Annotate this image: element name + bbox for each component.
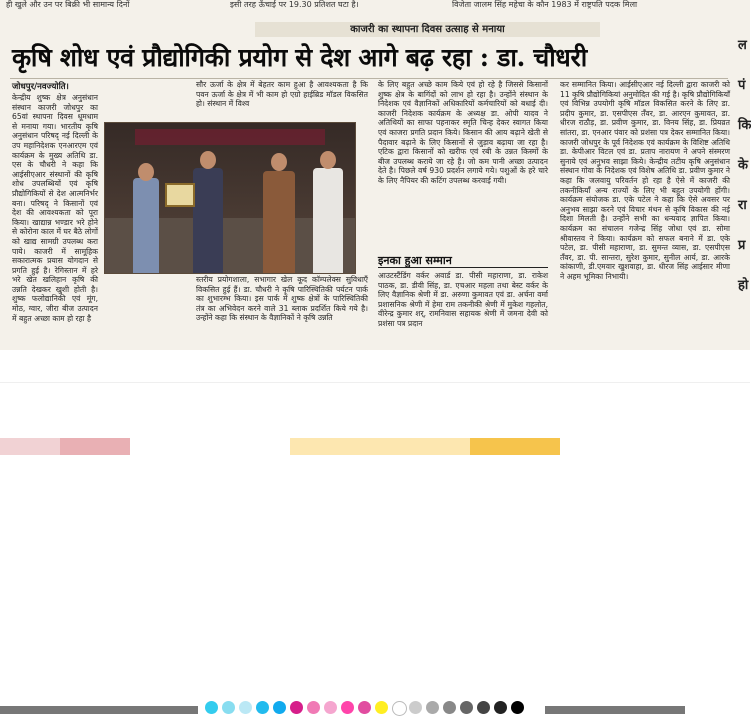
registration-dot <box>290 701 303 714</box>
clip-top-left: ही खुले और उन पर बिक्री भी सामान्य दिनों <box>6 0 130 9</box>
award-section-title: इनका हुआ सम्मान <box>378 254 452 267</box>
right-edge-fragment: के <box>738 158 748 173</box>
strip-bar-left <box>0 706 198 714</box>
registration-dot <box>324 701 337 714</box>
photo-person-2 <box>193 168 223 273</box>
strip-bar-right <box>545 706 685 714</box>
registration-dot <box>307 701 320 714</box>
photo-person-4-head <box>320 151 336 169</box>
article-column-4: कर सम्मानित किया। आईसीएआर नई दिल्ली द्वारा काजरी को 11 कृषि प्रौद्योगिकियां अनुमोदित की गई है। कृषि प्रौद्योगिकियाँ एवं विभिन्न उपयोगी कृषि मॉडल विकसित करने के लिए डा. प्रदीप कुमार, डा. एसपीएस तँवर, डा. आरएन कुमावत, डा. धीरज राठौड़, डा. प्रवीण कुमार, डा. विनय सिंह, डा. प्रियव्रत सांतरा, डा. एनआर पंवार को प्रशंसा पत्र देकर सम्मानित किया। काजरी जोधपुर के पूर्व निदेशक एवं कार्यक्रम के विशिष्ट अतिथि डा. केपीआर विटल एवं डा. प्रताप नारायण ने अपने संस्मरण सुनाये एवं अनुभव साझा किये। केन्द्रीय तटीय कृषि अनुसंधान संस्थान गोवा के निदेशक एवं विशेष अतिथि डा. प्रवीण कुमार ने कहा कि जलवायु परिवर्तन हो रहा है ऐसे में काजरी की तकनीकियाँ अन्य राज्यों के लिए भी बहुत उपयोगी होंगी। कार्यक्रम संयोजक डा. एके पटेल ने कहा कि ऐसे अवसर पर अनुभव साझा करने एवं विचार मंथन से कृषि विकास की नई दिशा मिलती है। उन्होंने सभी का धन्यवाद ज्ञापित किया। कार्यक्रम का संचालन गजेन्द्र सिंह जोधा एवं डा. सोमा श्रीवास्तव ने किया। कार्यक्रम को सफल बनाने में डा. एके पटेल, डा. पीसी महाराणा, डा. सुमन्त व्यास, डा. एसपीएस तँवर, डा. पी. सान्तरा, सुरेश कुमार, सुनील आर्य, डा. आरके कांकाणी, डी.एमवार खुशवाहा, डा. धीरज सिंह आईसार मीणा ने अहम भूमिका निभायी। <box>560 80 730 281</box>
lower-tile <box>560 438 750 455</box>
lower-rule <box>0 382 750 383</box>
registration-dot <box>273 701 286 714</box>
registration-dot <box>341 701 354 714</box>
photo-person-3-head <box>271 153 287 171</box>
event-photo <box>104 122 356 274</box>
newspaper-page <box>0 0 750 350</box>
article-column-2-top: सौर ऊर्जा के क्षेत्र में बेहतर काम हुआ है आवश्यकता है कि पवन ऊर्जा के क्षेत्र में भी काम हो एग्रो हाईब्रिड मॉडल विकसित हो। संस्थान में विश्व <box>196 80 368 109</box>
photo-banner <box>135 129 325 145</box>
registration-dot <box>460 701 473 714</box>
headline-rule <box>10 78 728 79</box>
registration-dot <box>256 701 269 714</box>
right-edge-fragment: पं <box>738 78 746 93</box>
right-edge-fragment: प्र <box>738 238 746 253</box>
lower-tile <box>290 438 470 455</box>
right-edge-fragment: कि <box>738 118 751 133</box>
award-section-rule <box>378 267 548 268</box>
registration-dot <box>392 701 407 716</box>
registration-dot <box>222 701 235 714</box>
photo-person-3 <box>263 171 295 273</box>
photo-person-1-head <box>138 163 154 181</box>
registration-dot <box>477 701 490 714</box>
registration-strip <box>0 350 750 370</box>
registration-dot <box>511 701 524 714</box>
right-edge-fragment: ल <box>738 38 747 53</box>
article-headline: कृषि शोध एवं प्रौद्योगिकी प्रयोग से देश आगे बढ़ रहा : डा. चौधरी <box>12 43 587 72</box>
clip-top-mid: इसी तरह ऊँचाई पर 19.30 प्रतिशत घटा है। <box>230 0 359 9</box>
article-dateline: जोधपुर/नवज्योति। <box>12 82 69 92</box>
registration-dot <box>494 701 507 714</box>
lower-tile <box>0 438 60 455</box>
right-edge-fragment: हो <box>738 278 749 293</box>
lower-tile <box>470 438 560 455</box>
article-column-3: के लिए बहुत अच्छे काम किये एवं हो रहे है जिससे किसानों शुष्क क्षेत्र के बागिंदों को लाभ हो रहा है। उन्होंने संस्थान के निदेशक एवं वैज्ञानिकों अधिकारियों कर्मचारियों को बधाई दी। काजरी निदेशक कार्यक्रम के अध्यक्ष डा. ओपी यादव ने अतिथियों का साफा पहनाकर स्मृति चिन्ह देकर स्वागत किया एवं काजरा प्रगति प्रदान किये। किसान की आय बढ़ाने खेती से पैदावार बढ़ाने के लिए किसानों से जुड़ाव बढ़ाया जा रहा है। एटिक द्वारा किसानों को खरीफ एवं रबी के उन्नत किस्मों के बीज उपलब्ध कराये जा रहे है। जो कम पानी अच्छा उत्पादन देते है। पिछले वर्ष 930 प्रदर्शन लगाये गये। पशुओं के हरे चारे के लिए नैपियर की कटिंग उपलब्ध करवाई गयी। <box>378 80 548 185</box>
article-column-1: केन्द्रीय शुष्क क्षेत्र अनुसंधान संस्थान काजरी जोधपुर का 65वां स्थापना दिवस धूमधाम से मनाया गया। भारतीय कृषि अनुसंधान परिषद् नई दिल्ली के उप महानिदेशक एनआरएम एवं कार्यक्रम के मुख्य अतिथि डा. एस के चौधरी ने कहा कि आईसीएआर संस्थानों की कृषि शोध उपलब्धियों एवं कृषि प्रौद्योगिकियों से देश आत्मनिर्भर बना। परिषद् ने किसानों एवं देश की आवश्यकता को पूरा किया। खाद्यान्न भण्डार भरे होने से कोरोना काल में घर बैठे लोगों को खाद्य सामग्री उपलब्ध करा पाये। काजरी में सामूहिक सकारात्मक प्रयास योगदान से प्रगति हुई है। रेगिस्तान में हरे भरे खेत खलिहान कृषि की उन्नति देखकर खुशी होती है। शुष्क फलोद्यानिकी एवं मूंग, मोठ, ग्वार, जीरा बीज उत्पादन में बहुत अच्छा काम हो रहा है <box>12 93 98 323</box>
award-section-text: आउटस्टैंडिंग वर्कर अवार्ड डा. पीसी महाराणा, डा. राकेश पाठक, डा. डीवी सिंह, डा. एचआर महला तथा बेस्ट वर्कर के लिए वैज्ञानिक श्रेणी में डा. अरुणा कुमावत एवं डा. अर्चना वर्मा प्रशासनिक श्रेणी में हेमा राम तकनीकी श्रेणी में मुकेश गहलोत, वीरेन्द्र कुमार शर्, रामनिवास सहायक श्रेणी में जमना देवी को प्रशंसा पत्र प्रदान <box>378 271 548 328</box>
article-column-2-bottom: स्तरीय प्रयोगशाला, सभागार खेल कूद कॉम्पलेक्स सुविधाएँ विकसित हुई हैं। डा. चौधरी ने कृषि पारिस्थितिकी पर्यटन पार्क का शुभारम्भ किया। इस पार्क में शुष्क क्षेत्रों के पारिस्थितिकी तंत्र का अभिवेदन करने वाले 31 ब्लाक प्रदर्शित किये गये है। उन्होंने कहा कि संस्थान के वैज्ञानिकों ने कृषि उन्नति <box>196 275 368 323</box>
photo-person-2-head <box>200 151 216 169</box>
registration-dot <box>409 701 422 714</box>
photo-person-1 <box>133 178 159 273</box>
photo-memento <box>165 183 195 207</box>
registration-dot <box>205 701 218 714</box>
article-subtitle: काजरी का स्थापना दिवस उत्साह से मनाया <box>255 22 600 37</box>
right-edge-fragment: रा <box>738 198 747 213</box>
registration-dot <box>375 701 388 714</box>
registration-dot <box>358 701 371 714</box>
clip-top-right: विजेता जालम सिंह महेचा के कौन 1983 में राष्ट्रपति पदक मिला <box>452 0 638 9</box>
lower-tile <box>60 438 130 455</box>
registration-dot <box>239 701 252 714</box>
registration-dot <box>426 701 439 714</box>
photo-person-4 <box>313 168 343 273</box>
registration-dot <box>443 701 456 714</box>
lower-tile <box>130 438 290 455</box>
